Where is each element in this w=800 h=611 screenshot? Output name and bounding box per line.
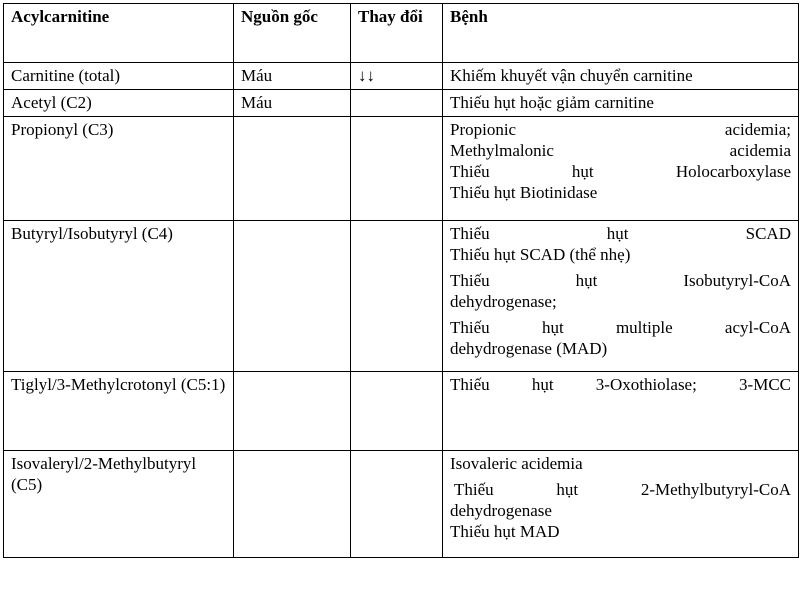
table-row <box>4 372 799 451</box>
disease-line: Thiếu hụt SCAD <box>450 224 791 243</box>
disease-line: Thiếu hụt Isobutyryl-CoA <box>450 271 791 290</box>
acylcarnitine-table <box>3 3 799 558</box>
cell-disease <box>443 221 799 372</box>
header-disease: Bệnh <box>443 4 799 63</box>
table-row <box>4 117 799 221</box>
cell-source <box>234 117 351 221</box>
cell-source <box>234 451 351 558</box>
disease-line: Thiếu hụt Biotinidase <box>450 183 598 202</box>
cell-disease <box>443 372 799 451</box>
disease-line: Methylmalonic acidemia <box>450 141 791 160</box>
disease-line: Thiếu hụt hoặc giảm carnitine <box>450 93 654 112</box>
header-source: Nguồn gốc <box>234 4 351 63</box>
disease-line: dehydrogenase; <box>450 292 557 311</box>
cell-change <box>351 372 443 451</box>
cell-disease <box>443 117 799 221</box>
cell-change <box>351 117 443 221</box>
table-row <box>4 221 799 372</box>
header-acylcarnitine: Acylcarnitine <box>4 4 234 63</box>
cell-disease <box>443 63 799 90</box>
disease-line: Propionic acidemia; <box>450 120 791 139</box>
disease-line: Thiếu hụt Holocarboxylase <box>450 162 791 181</box>
disease-line: Thiếu hụt MAD <box>450 522 560 541</box>
cell-source <box>234 221 351 372</box>
disease-line: dehydrogenase <box>450 501 552 520</box>
table-header-row <box>4 4 799 63</box>
cell-acylcarnitine: Tiglyl/3-Methylcrotonyl (C5:1) <box>4 372 234 451</box>
cell-source: Máu <box>234 90 351 117</box>
disease-line: Thiếu hụt 3-Oxothiolase; 3-MCC <box>450 375 791 394</box>
cell-acylcarnitine: Isovaleryl/2-Methylbutyryl (C5) <box>4 451 234 558</box>
disease-line: dehydrogenase (MAD) <box>450 339 608 358</box>
cell-acylcarnitine: Acetyl (C2) <box>4 90 234 117</box>
cell-source: Máu <box>234 63 351 90</box>
cell-change: ↓↓ <box>351 63 443 90</box>
cell-change <box>351 90 443 117</box>
table-row <box>4 63 799 90</box>
cell-disease <box>443 451 799 558</box>
header-change: Thay đổi <box>351 4 443 63</box>
disease-line: Thiếu hụt SCAD (thể nhẹ) <box>450 245 631 264</box>
cell-acylcarnitine: Butyryl/Isobutyryl (C4) <box>4 221 234 372</box>
cell-disease <box>443 90 799 117</box>
disease-line: Isovaleric acidemia <box>450 454 583 473</box>
cell-acylcarnitine: Carnitine (total) <box>4 63 234 90</box>
cell-change <box>351 451 443 558</box>
disease-line: Thiếu hụt 2-Methylbutyryl-CoA <box>454 480 791 499</box>
cell-change <box>351 221 443 372</box>
disease-line: Khiếm khuyết vận chuyển carnitine <box>450 66 693 85</box>
disease-line: Thiếu hụt multiple acyl-CoA <box>450 318 791 337</box>
cell-source <box>234 372 351 451</box>
table-row <box>4 451 799 558</box>
cell-acylcarnitine: Propionyl (C3) <box>4 117 234 221</box>
table-row <box>4 90 799 117</box>
